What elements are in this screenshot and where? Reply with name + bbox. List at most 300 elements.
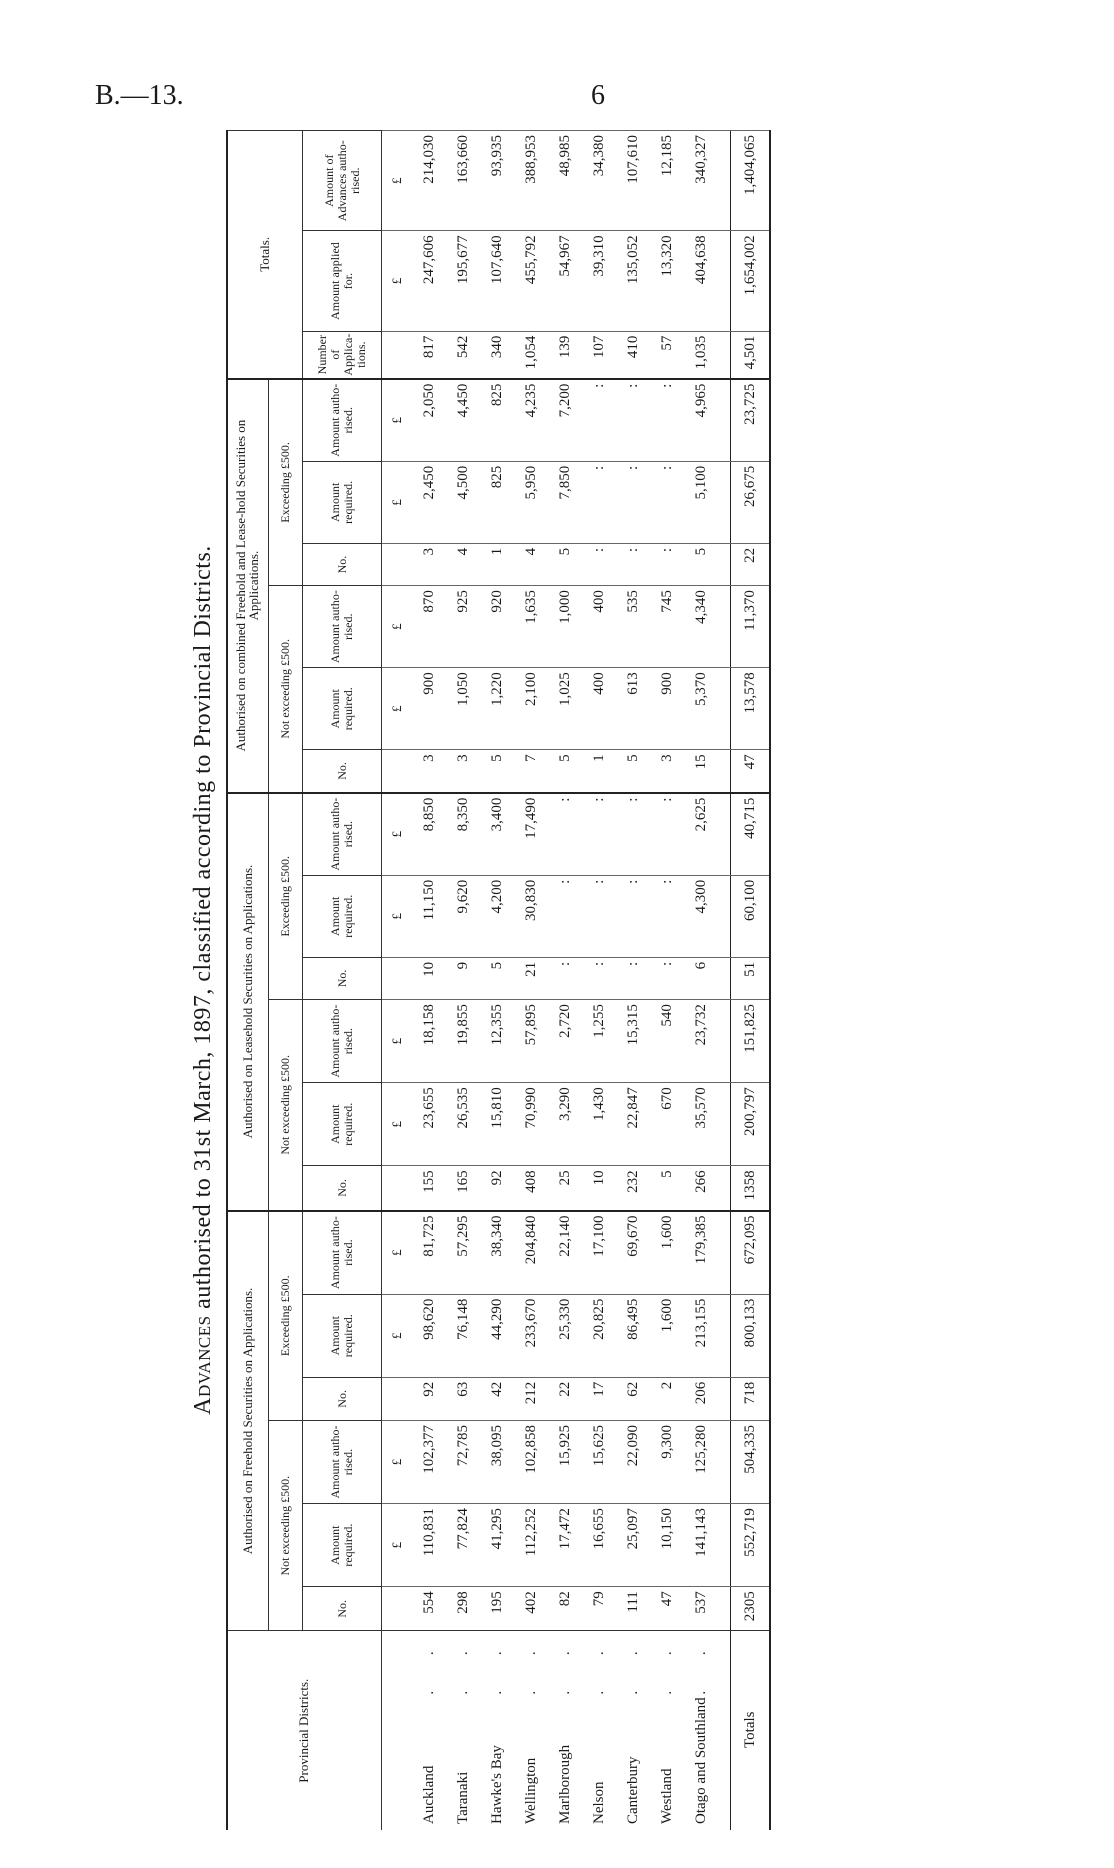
spacer-cell — [718, 750, 731, 793]
units-cell: £ — [382, 1000, 413, 1083]
cell-lh-ex-auth: : — [616, 793, 650, 876]
district-name: Otago and Southland — [692, 1697, 709, 1824]
table-row — [412, 131, 446, 1831]
spacer-cell — [718, 231, 731, 331]
cell-fh-ex-auth: 672,095 — [731, 1211, 771, 1295]
cell-fh-ex-no: 22 — [548, 1377, 582, 1420]
cell-cb-ex-no: : — [616, 543, 650, 585]
cell-lh-ne-req: 200,797 — [731, 1083, 771, 1166]
district-cell — [446, 1631, 480, 1830]
units-cell: £ — [382, 668, 413, 750]
lh-ne-req-header: Amount required. — [303, 1083, 382, 1166]
cell-cb-ex-no: 4 — [446, 543, 480, 585]
units-cell: £ — [382, 131, 413, 231]
units-cell: £ — [382, 1294, 413, 1377]
cell-fh-ne-no: 298 — [446, 1587, 480, 1631]
cell-lh-ex-auth: : — [650, 793, 684, 876]
units-district-cell — [382, 1631, 413, 1830]
table-head — [227, 131, 382, 1831]
cell-fh-ne-req: 25,097 — [616, 1504, 650, 1587]
cell-fh-ex-auth: 17,100 — [582, 1211, 616, 1295]
cell-fh-ne-req: 16,655 — [582, 1504, 616, 1587]
cell-fh-ne-req: 110,831 — [412, 1504, 446, 1587]
fh-ne-auth-header: Amount autho-rised. — [303, 1420, 382, 1503]
spacer-cell — [718, 1631, 731, 1830]
units-row — [382, 131, 413, 1831]
cell-tot-no: 817 — [412, 331, 446, 378]
title-rest: authorised to 31st March, 1897, classified according to Provincial Districts. — [190, 545, 216, 1309]
district-cell — [480, 1631, 514, 1830]
cell-lh-ne-no: 1358 — [731, 1166, 771, 1211]
cell-cb-ex-no: 5 — [548, 543, 582, 585]
cell-cb-ex-auth: : — [616, 379, 650, 462]
cell-fh-ne-auth: 15,925 — [548, 1420, 582, 1503]
cell-cb-ex-req: 5,950 — [514, 461, 548, 543]
units-cell: £ — [382, 1211, 413, 1295]
freehold-group-header: Authorised on Freehold Securities on Applications. — [227, 1211, 269, 1631]
cell-cb-ex-req: 2,450 — [412, 461, 446, 543]
cell-fh-ne-auth: 15,625 — [582, 1420, 616, 1503]
cell-cb-ex-auth: 23,725 — [731, 379, 771, 462]
lh-ne-auth-header: Amount autho-rised. — [303, 1000, 382, 1083]
cell-cb-ne-auth: 870 — [412, 586, 446, 668]
cell-cb-ex-req: : — [650, 461, 684, 543]
cb-ne-auth-header: Amount autho-rised. — [303, 586, 382, 668]
lh-ex-no-header: No. — [303, 957, 382, 999]
tot-applied-header: Amount applied for. — [303, 231, 382, 331]
cell-fh-ex-req: 44,290 — [480, 1294, 514, 1377]
cell-lh-ne-no: 92 — [480, 1166, 514, 1211]
cell-lh-ex-req: 4,200 — [480, 875, 514, 957]
cell-fh-ne-no: 195 — [480, 1587, 514, 1631]
cell-fh-ex-auth: 69,670 — [616, 1211, 650, 1295]
leader-dots: . . — [488, 1635, 505, 1695]
cell-cb-ex-no: : — [650, 543, 684, 585]
cell-lh-ex-req: 4,300 — [684, 875, 718, 957]
units-cell — [382, 331, 413, 378]
lh-ex-req-header: Amount required. — [303, 875, 382, 957]
advances-table — [226, 130, 771, 1830]
cell-fh-ex-req: 20,825 — [582, 1294, 616, 1377]
cell-fh-ex-auth: 22,140 — [548, 1211, 582, 1295]
fh-ex-req-header: Amount required. — [303, 1294, 382, 1377]
table-row — [514, 131, 548, 1831]
cell-lh-ne-auth: 540 — [650, 1000, 684, 1083]
cell-fh-ex-req: 233,670 — [514, 1294, 548, 1377]
cell-lh-ex-auth: : — [582, 793, 616, 876]
table-row — [616, 131, 650, 1831]
rotated-table-block — [180, 130, 940, 1830]
cell-cb-ex-req: 4,500 — [446, 461, 480, 543]
totals-group-header: Totals. — [227, 131, 303, 379]
cell-lh-ne-req: 70,990 — [514, 1083, 548, 1166]
spacer-cell — [718, 875, 731, 957]
cell-cb-ex-auth: : — [582, 379, 616, 462]
cell-lh-ex-no: 10 — [412, 957, 446, 999]
header-row-subgroups — [269, 131, 303, 1831]
cell-fh-ex-auth: 1,600 — [650, 1211, 684, 1295]
cell-fh-ne-no: 537 — [684, 1587, 718, 1631]
cell-fh-ne-no: 111 — [616, 1587, 650, 1631]
cell-fh-ex-req: 25,330 — [548, 1294, 582, 1377]
cell-lh-ex-no: : — [650, 957, 684, 999]
cell-fh-ne-req: 141,143 — [684, 1504, 718, 1587]
cell-cb-ex-auth: 825 — [480, 379, 514, 462]
cell-fh-ex-no: 62 — [616, 1377, 650, 1420]
cell-fh-ne-req: 17,472 — [548, 1504, 582, 1587]
cell-fh-ne-no: 402 — [514, 1587, 548, 1631]
cell-cb-ne-auth: 400 — [582, 586, 616, 668]
leader-dots: . . — [556, 1635, 573, 1695]
fh-ne-req-header: Amount required. — [303, 1504, 382, 1587]
cell-cb-ne-req: 1,050 — [446, 668, 480, 750]
cell-lh-ne-auth: 151,825 — [731, 1000, 771, 1083]
district-name: Hawke's Bay — [488, 1745, 505, 1824]
cell-tot-applied: 247,606 — [412, 231, 446, 331]
cell-tot-no: 340 — [480, 331, 514, 378]
cb-ex-no-header: No. — [303, 543, 382, 585]
units-cell: £ — [382, 586, 413, 668]
cell-fh-ex-req: 213,155 — [684, 1294, 718, 1377]
cell-fh-ne-auth: 72,785 — [446, 1420, 480, 1503]
spacer-cell — [718, 131, 731, 231]
district-name: Westland — [658, 1768, 675, 1824]
units-cell — [382, 957, 413, 999]
cell-cb-ne-req: 613 — [616, 668, 650, 750]
spacer-row — [718, 131, 731, 1831]
table-row — [548, 131, 582, 1831]
lh-ne-no-header: No. — [303, 1166, 382, 1211]
district-column-header: Provincial Districts. — [227, 1631, 382, 1830]
cell-tot-auth: 388,953 — [514, 131, 548, 231]
cell-lh-ex-req: 9,620 — [446, 875, 480, 957]
cell-cb-ex-req: 5,100 — [684, 461, 718, 543]
cell-cb-ne-no: 15 — [684, 750, 718, 793]
cell-fh-ne-req: 112,252 — [514, 1504, 548, 1587]
cell-fh-ex-req: 1,600 — [650, 1294, 684, 1377]
cell-cb-ne-req: 2,100 — [514, 668, 548, 750]
table-row — [582, 131, 616, 1831]
district-cell — [650, 1631, 684, 1830]
cell-lh-ne-auth: 19,855 — [446, 1000, 480, 1083]
cb-ex-auth-header: Amount autho-rised. — [303, 379, 382, 462]
cell-lh-ex-req: 30,830 — [514, 875, 548, 957]
cell-cb-ne-req: 1,025 — [548, 668, 582, 750]
spacer-cell — [718, 1377, 731, 1420]
cell-lh-ne-no: 165 — [446, 1166, 480, 1211]
spacer-cell — [718, 1420, 731, 1503]
spacer-cell — [718, 543, 731, 585]
cell-cb-ne-no: 5 — [480, 750, 514, 793]
district-name: Totals — [741, 1711, 758, 1748]
table-row — [446, 131, 480, 1831]
cell-lh-ex-no: 21 — [514, 957, 548, 999]
cell-fh-ex-auth: 179,385 — [684, 1211, 718, 1295]
cell-tot-applied: 404,638 — [684, 231, 718, 331]
spacer-cell — [718, 1587, 731, 1631]
cell-fh-ne-auth: 504,335 — [731, 1420, 771, 1503]
cell-lh-ex-auth: : — [548, 793, 582, 876]
cell-cb-ne-auth: 11,370 — [731, 586, 771, 668]
fh-ne-no-header: No. — [303, 1587, 382, 1631]
fh-exceeding-header: Exceeding £500. — [269, 1211, 303, 1421]
lh-exceeding-header: Exceeding £500. — [269, 793, 303, 1000]
cell-lh-ne-auth: 23,732 — [684, 1000, 718, 1083]
cell-cb-ne-auth: 4,340 — [684, 586, 718, 668]
cell-tot-applied: 107,640 — [480, 231, 514, 331]
fh-not-exceeding-header: Not exceeding £500. — [269, 1420, 303, 1630]
cell-fh-ne-no: 554 — [412, 1587, 446, 1631]
leader-dots: . . — [522, 1635, 539, 1695]
leader-dots: . . — [420, 1635, 437, 1695]
cell-cb-ex-req: : — [582, 461, 616, 543]
cell-tot-auth: 48,985 — [548, 131, 582, 231]
cell-fh-ex-no: 42 — [480, 1377, 514, 1420]
cell-cb-ne-auth: 925 — [446, 586, 480, 668]
cell-tot-no: 542 — [446, 331, 480, 378]
units-cell: £ — [382, 1420, 413, 1503]
table-row — [650, 131, 684, 1831]
cell-fh-ex-no: 17 — [582, 1377, 616, 1420]
cell-lh-ex-auth: 3,400 — [480, 793, 514, 876]
cell-lh-ex-auth: 40,715 — [731, 793, 771, 876]
cell-fh-ne-no: 2305 — [731, 1587, 771, 1631]
cell-fh-ne-auth: 22,090 — [616, 1420, 650, 1503]
fh-ex-no-header: No. — [303, 1377, 382, 1420]
cell-lh-ne-no: 25 — [548, 1166, 582, 1211]
table-row — [480, 131, 514, 1831]
cell-fh-ne-req: 10,150 — [650, 1504, 684, 1587]
cell-tot-auth: 107,610 — [616, 131, 650, 231]
cell-lh-ne-req: 35,570 — [684, 1083, 718, 1166]
district-name: Marlborough — [556, 1744, 573, 1824]
cell-cb-ex-no: : — [582, 543, 616, 585]
page-number: 6 — [591, 80, 605, 111]
cell-cb-ex-req: 825 — [480, 461, 514, 543]
combined-group-header: Authorised on combined Freehold and Lease-hold Securities on Applications. — [227, 379, 269, 793]
cell-fh-ex-no: 2 — [650, 1377, 684, 1420]
cell-fh-ne-req: 41,295 — [480, 1504, 514, 1587]
cell-tot-auth: 1,404,065 — [731, 131, 771, 231]
cell-tot-no: 1,054 — [514, 331, 548, 378]
cell-tot-no: 107 — [582, 331, 616, 378]
district-cell — [514, 1631, 548, 1830]
cell-lh-ex-no: 9 — [446, 957, 480, 999]
cb-ex-req-header: Amount required. — [303, 461, 382, 543]
cell-fh-ne-no: 79 — [582, 1587, 616, 1631]
cell-cb-ex-no: 5 — [684, 543, 718, 585]
cell-cb-ne-no: 5 — [616, 750, 650, 793]
units-cell: £ — [382, 1083, 413, 1166]
cell-lh-ne-no: 10 — [582, 1166, 616, 1211]
cell-cb-ex-no: 3 — [412, 543, 446, 585]
cell-lh-ne-auth: 12,355 — [480, 1000, 514, 1083]
district-cell — [412, 1631, 446, 1830]
cell-cb-ne-no: 1 — [582, 750, 616, 793]
district-name: Nelson — [590, 1781, 607, 1824]
cell-lh-ne-req: 15,810 — [480, 1083, 514, 1166]
cell-lh-ex-req: : — [548, 875, 582, 957]
cell-lh-ne-no: 266 — [684, 1166, 718, 1211]
cell-lh-ex-no: 5 — [480, 957, 514, 999]
title-small-caps: Advances — [190, 1315, 216, 1415]
spacer-cell — [718, 793, 731, 876]
cell-lh-ne-auth: 2,720 — [548, 1000, 582, 1083]
cell-lh-ne-no: 232 — [616, 1166, 650, 1211]
cell-tot-no: 4,501 — [731, 331, 771, 378]
cell-cb-ne-no: 5 — [548, 750, 582, 793]
table-title — [180, 130, 226, 1830]
cell-lh-ex-no: 51 — [731, 957, 771, 999]
cell-cb-ne-no: 3 — [446, 750, 480, 793]
spacer-cell — [718, 461, 731, 543]
district-cell — [731, 1631, 771, 1830]
tot-no-header: Number of Applica-tions. — [303, 331, 382, 378]
cell-tot-no: 139 — [548, 331, 582, 378]
units-cell — [382, 1166, 413, 1211]
units-cell: £ — [382, 793, 413, 876]
cell-cb-ex-auth: 4,235 — [514, 379, 548, 462]
spacer-cell — [718, 1083, 731, 1166]
tot-auth-header: Amount of Advances autho-rised. — [303, 131, 382, 231]
cell-fh-ex-req: 76,148 — [446, 1294, 480, 1377]
cell-fh-ex-req: 86,495 — [616, 1294, 650, 1377]
spacer-cell — [718, 1166, 731, 1211]
cell-cb-ex-auth: 4,965 — [684, 379, 718, 462]
cell-fh-ex-auth: 81,725 — [412, 1211, 446, 1295]
cell-lh-ne-req: 670 — [650, 1083, 684, 1166]
cell-fh-ex-req: 98,620 — [412, 1294, 446, 1377]
units-cell — [382, 1377, 413, 1420]
leader-dots: . . — [590, 1635, 607, 1695]
cb-ne-req-header: Amount required. — [303, 668, 382, 750]
cell-tot-applied: 54,967 — [548, 231, 582, 331]
leader-dots: . . — [692, 1635, 709, 1695]
cell-lh-ex-req: : — [650, 875, 684, 957]
cb-not-exceeding-header: Not exceeding £500. — [269, 586, 303, 793]
spacer-cell — [718, 1211, 731, 1295]
cell-lh-ne-no: 5 — [650, 1166, 684, 1211]
units-cell: £ — [382, 461, 413, 543]
table-body — [382, 131, 771, 1831]
units-cell: £ — [382, 231, 413, 331]
cell-lh-ne-auth: 15,315 — [616, 1000, 650, 1083]
district-name: Auckland — [420, 1765, 437, 1824]
cell-fh-ne-auth: 102,377 — [412, 1420, 446, 1503]
cell-cb-ne-req: 900 — [650, 668, 684, 750]
cell-tot-applied: 39,310 — [582, 231, 616, 331]
cell-lh-ex-auth: 8,850 — [412, 793, 446, 876]
cell-tot-auth: 12,185 — [650, 131, 684, 231]
cell-lh-ex-req: 11,150 — [412, 875, 446, 957]
cell-lh-ex-req: 60,100 — [731, 875, 771, 957]
units-cell: £ — [382, 875, 413, 957]
document-reference: B.—13. — [95, 80, 184, 111]
spacer-cell — [718, 331, 731, 378]
cell-cb-ne-no: 7 — [514, 750, 548, 793]
cell-lh-ex-no: : — [616, 957, 650, 999]
cell-lh-ex-auth: 2,625 — [684, 793, 718, 876]
cell-fh-ne-auth: 38,095 — [480, 1420, 514, 1503]
cell-fh-ne-no: 82 — [548, 1587, 582, 1631]
page-header — [95, 80, 605, 112]
lh-ex-auth-header: Amount autho-rised. — [303, 793, 382, 876]
units-cell — [382, 750, 413, 793]
cell-cb-ex-auth: 4,450 — [446, 379, 480, 462]
cell-cb-ne-req: 13,578 — [731, 668, 771, 750]
leader-dots: . . — [454, 1635, 471, 1695]
leader-dots: . . — [624, 1635, 641, 1695]
cell-lh-ne-req: 22,847 — [616, 1083, 650, 1166]
cell-fh-ne-no: 47 — [650, 1587, 684, 1631]
cell-cb-ex-no: 1 — [480, 543, 514, 585]
cell-cb-ex-req: 26,675 — [731, 461, 771, 543]
units-cell: £ — [382, 1504, 413, 1587]
cell-tot-no: 1,035 — [684, 331, 718, 378]
district-name: Taranaki — [454, 1771, 471, 1824]
cell-cb-ex-auth: : — [650, 379, 684, 462]
cell-cb-ne-auth: 745 — [650, 586, 684, 668]
cell-tot-auth: 93,935 — [480, 131, 514, 231]
cell-lh-ne-req: 23,655 — [412, 1083, 446, 1166]
cell-fh-ex-auth: 204,840 — [514, 1211, 548, 1295]
district-cell — [548, 1631, 582, 1830]
cell-lh-ne-auth: 18,158 — [412, 1000, 446, 1083]
spacer-cell — [718, 586, 731, 668]
table-row — [684, 131, 718, 1831]
cell-lh-ex-no: : — [548, 957, 582, 999]
cell-tot-applied: 455,792 — [514, 231, 548, 331]
cell-fh-ex-no: 718 — [731, 1377, 771, 1420]
cell-fh-ex-no: 212 — [514, 1377, 548, 1420]
cell-fh-ex-auth: 57,295 — [446, 1211, 480, 1295]
fh-ex-auth-header: Amount autho-rised. — [303, 1211, 382, 1295]
cell-lh-ne-auth: 1,255 — [582, 1000, 616, 1083]
totals-row — [731, 131, 771, 1831]
units-cell — [382, 543, 413, 585]
cell-cb-ne-no: 47 — [731, 750, 771, 793]
cell-tot-applied: 13,320 — [650, 231, 684, 331]
cell-fh-ne-req: 77,824 — [446, 1504, 480, 1587]
cell-tot-applied: 135,052 — [616, 231, 650, 331]
units-cell — [382, 1587, 413, 1631]
cell-lh-ne-no: 408 — [514, 1166, 548, 1211]
leader-dots: . . — [658, 1635, 675, 1695]
spacer-cell — [718, 668, 731, 750]
cell-fh-ne-auth: 102,858 — [514, 1420, 548, 1503]
spacer-cell — [718, 1504, 731, 1587]
cell-cb-ex-auth: 7,200 — [548, 379, 582, 462]
cell-lh-ne-req: 26,535 — [446, 1083, 480, 1166]
cell-cb-ne-req: 900 — [412, 668, 446, 750]
cell-tot-auth: 163,660 — [446, 131, 480, 231]
cell-cb-ex-req: : — [616, 461, 650, 543]
district-cell — [582, 1631, 616, 1830]
cell-fh-ex-no: 92 — [412, 1377, 446, 1420]
cell-cb-ne-auth: 1,000 — [548, 586, 582, 668]
cell-cb-ne-req: 1,220 — [480, 668, 514, 750]
district-cell — [616, 1631, 650, 1830]
cell-cb-ne-auth: 920 — [480, 586, 514, 668]
spacer-cell — [718, 1000, 731, 1083]
district-name: Canterbury — [624, 1756, 641, 1824]
cell-cb-ne-req: 400 — [582, 668, 616, 750]
cell-lh-ne-req: 1,430 — [582, 1083, 616, 1166]
cell-lh-ne-req: 3,290 — [548, 1083, 582, 1166]
cell-tot-auth: 34,380 — [582, 131, 616, 231]
cell-fh-ne-auth: 9,300 — [650, 1420, 684, 1503]
cell-lh-ex-no: : — [582, 957, 616, 999]
